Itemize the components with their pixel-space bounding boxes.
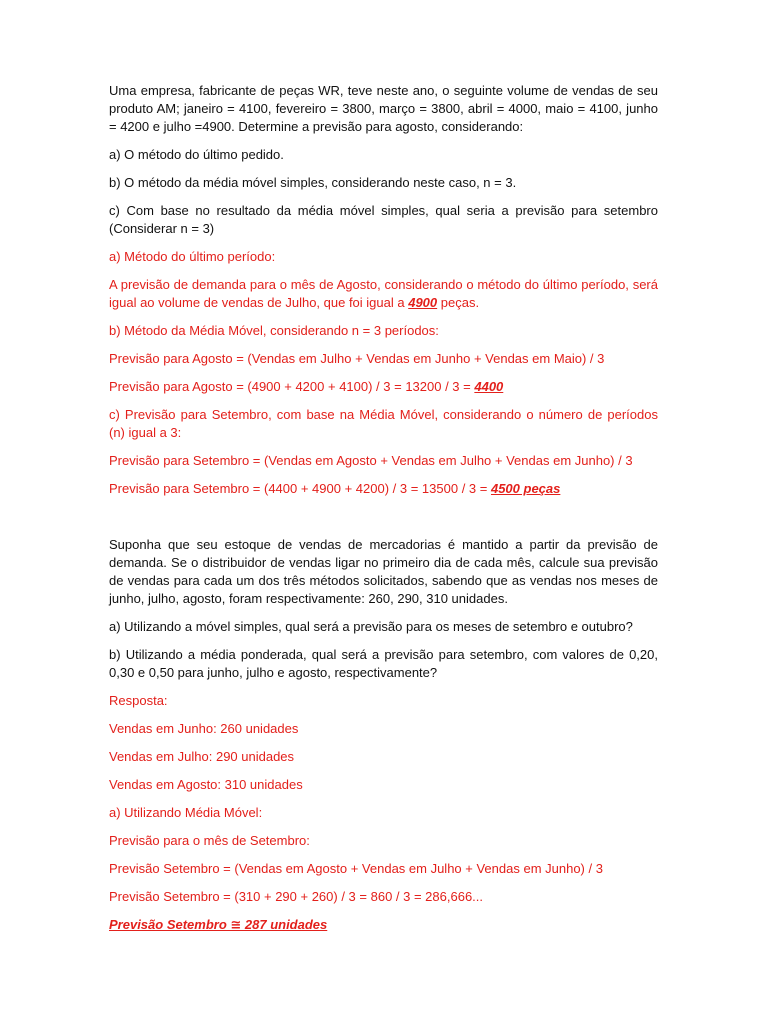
q1-item-a: a) O método do último pedido. bbox=[109, 147, 284, 162]
q2-item-b: b) Utilizando a média ponderada, qual será a previsão para setembro, com valores de 0,20, 0,30 e 0,50 para junho, julho e agosto, respectivamente? bbox=[109, 647, 658, 680]
a2-vendas-junho: Vendas em Junho: 260 unidades bbox=[109, 721, 299, 736]
a1-suffix: peças. bbox=[437, 295, 480, 310]
q1-item-c: c) Com base no resultado da média móvel simples, qual seria a previsão para setembro (Considerar n = 3) bbox=[109, 203, 658, 236]
q1-intro: Uma empresa, fabricante de peças WR, teve neste ano, o seguinte volume de vendas de seu produto AM; janeiro = 4100, fevereiro = 3800, março = 3800, abril = 4000, maio = 4100, junho = 4200 e julho =4900. Determine a previsão para agosto, considerando: bbox=[109, 83, 658, 134]
b1-calc bbox=[109, 378, 658, 396]
a2-title: a) Utilizando Média Móvel: bbox=[109, 805, 263, 820]
q2-intro: Suponha que seu estoque de vendas de mercadorias é mantido a partir da previsão de demanda. Se o distribuidor de vendas ligar no primeiro dia de cada mês, calcule sua previsão de vendas para cada um dos três métodos solicitados, sabendo que as vendas nos meses de junho, julho, agosto, foram respectivamente: 260, 290, 310 unidades. bbox=[109, 537, 658, 606]
a2-prev-formula: Previsão Setembro = (Vendas em Agosto + Vendas em Julho + Vendas em Junho) / 3 bbox=[109, 861, 603, 876]
q1-item-b: b) O método da média móvel simples, considerando neste caso, n = 3. bbox=[109, 175, 517, 190]
document-page bbox=[109, 82, 658, 944]
a2-prev-title: Previsão para o mês de Setembro: bbox=[109, 833, 310, 848]
c1-title: c) Previsão para Setembro, com base na Média Móvel, considerando o número de períodos (n) igual a 3: bbox=[109, 407, 658, 440]
c1-calc-body: Previsão para Setembro = (4400 + 4900 + 4200) / 3 = 13500 / 3 = bbox=[109, 481, 491, 496]
c1-formula: Previsão para Setembro = (Vendas em Agosto + Vendas em Julho + Vendas em Junho) / 3 bbox=[109, 453, 633, 468]
a1-text bbox=[109, 276, 658, 312]
a2-prev-calc: Previsão Setembro = (310 + 290 + 260) / 3 = 860 / 3 = 286,666... bbox=[109, 889, 484, 904]
a2-resposta: Resposta: bbox=[109, 693, 168, 708]
a1-text-body: A previsão de demanda para o mês de Agosto, considerando o método do último período, será igual ao volume de vendas de Julho, que foi igual a bbox=[109, 277, 658, 310]
a2-vendas-julho: Vendas em Julho: 290 unidades bbox=[109, 749, 295, 764]
b1-formula: Previsão para Agosto = (Vendas em Julho + Vendas em Junho + Vendas em Maio) / 3 bbox=[109, 351, 605, 366]
a1-title: a) Método do último período: bbox=[109, 249, 276, 264]
a1-value: 4900 bbox=[408, 295, 438, 310]
section-spacer bbox=[109, 508, 658, 536]
q2-item-a: a) Utilizando a móvel simples, qual será a previsão para os meses de setembro e outubro? bbox=[109, 619, 633, 634]
a2-vendas-agosto: Vendas em Agosto: 310 unidades bbox=[109, 777, 303, 792]
a2-prev-result: Previsão Setembro ≅ 287 unidades bbox=[109, 917, 328, 932]
c1-calc bbox=[109, 480, 658, 498]
b1-title: b) Método da Média Móvel, considerando n = 3 períodos: bbox=[109, 323, 439, 338]
a2-prev-result-line bbox=[109, 916, 658, 934]
b1-value: 4400 bbox=[474, 379, 504, 394]
c1-value: 4500 peças bbox=[490, 481, 561, 496]
b1-calc-body: Previsão para Agosto = (4900 + 4200 + 4100) / 3 = 13200 / 3 = bbox=[109, 379, 475, 394]
